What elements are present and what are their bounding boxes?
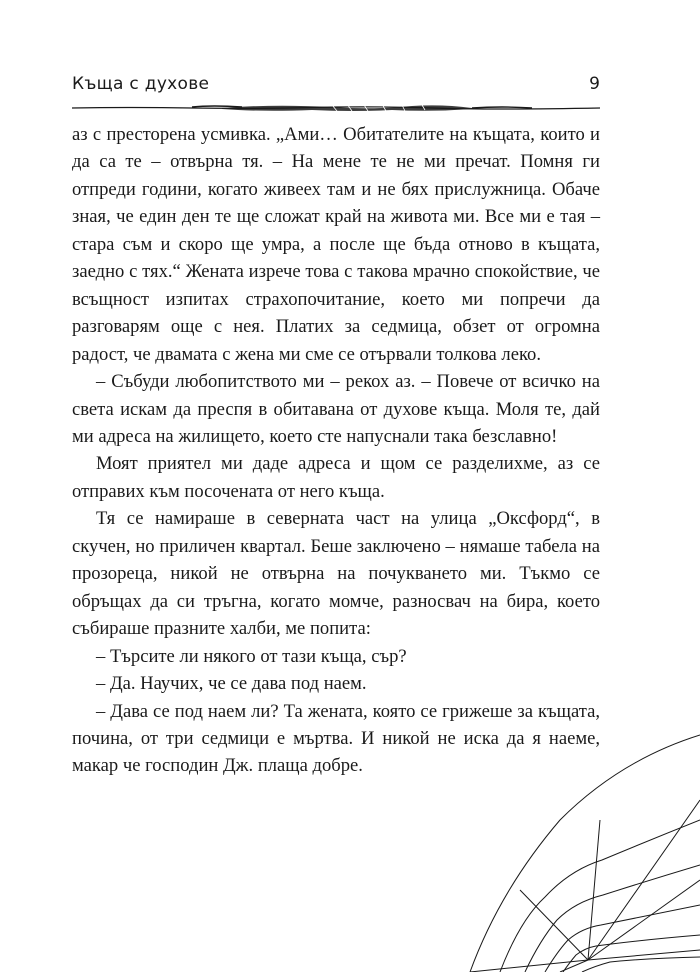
paragraph: Моят приятел ми даде адреса и щом се разделихме, аз се отправих към посочената от него къща.	[72, 453, 600, 502]
paragraph: аз с престорена усмивка. „Ами… Обитателите на къщата, които и да са те – отвърна тя. – На мене те не ми пречат. Помня ги отпреди години, когато живеех там и не бях прислужница. Обаче зная, че един ден те ще сложат край на живота ми. Все ми е тая – стара съм и скоро ще умра, а после ще бъда отново в къщата, заедно с тях.“ Жената изрече това с такова мрачно спокойствие, че всъщност изпитах страхопочитание, което ми попречи да разговарям още с нея. Платих за седмица, обзет от огромна радост, че двамата с жена ми сме се отървали толкова леко.	[72, 124, 600, 365]
running-title: Къща с духове	[72, 74, 210, 94]
paragraph: – Дава се под наем ли? Та жената, която се грижеше за къщата, почина, от три седмици е мъртва. И никой не иска да я наеме, макар че господин Дж. плаща добре.	[72, 700, 600, 777]
body-text	[72, 121, 600, 780]
paragraph: – Търсите ли някого от тази къща, сър?	[96, 645, 407, 667]
brush-stroke-divider	[72, 101, 600, 115]
page-header	[72, 74, 600, 104]
paragraph: – Събуди любопитството ми – рекох аз. – Повече от всичко на света искам да преспя в обитавана от духове къща. Моля те, дай ми адреса на жилището, което сте напуснали така безславно!	[72, 371, 600, 447]
page-number: 9	[589, 74, 600, 94]
paragraph: – Да. Научих, че се дава под наем.	[96, 673, 367, 695]
paragraph: Тя се намираше в северната част на улица „Оксфорд“, в скучен, но приличен квартал. Беше заключено – нямаше табела на прозореца, никой не отвърна на почукването ми. Тъкмо се обръщах да си тръгна, когато момче, разносвач на бира, което събираше празните халби, ме попита:	[72, 508, 600, 640]
